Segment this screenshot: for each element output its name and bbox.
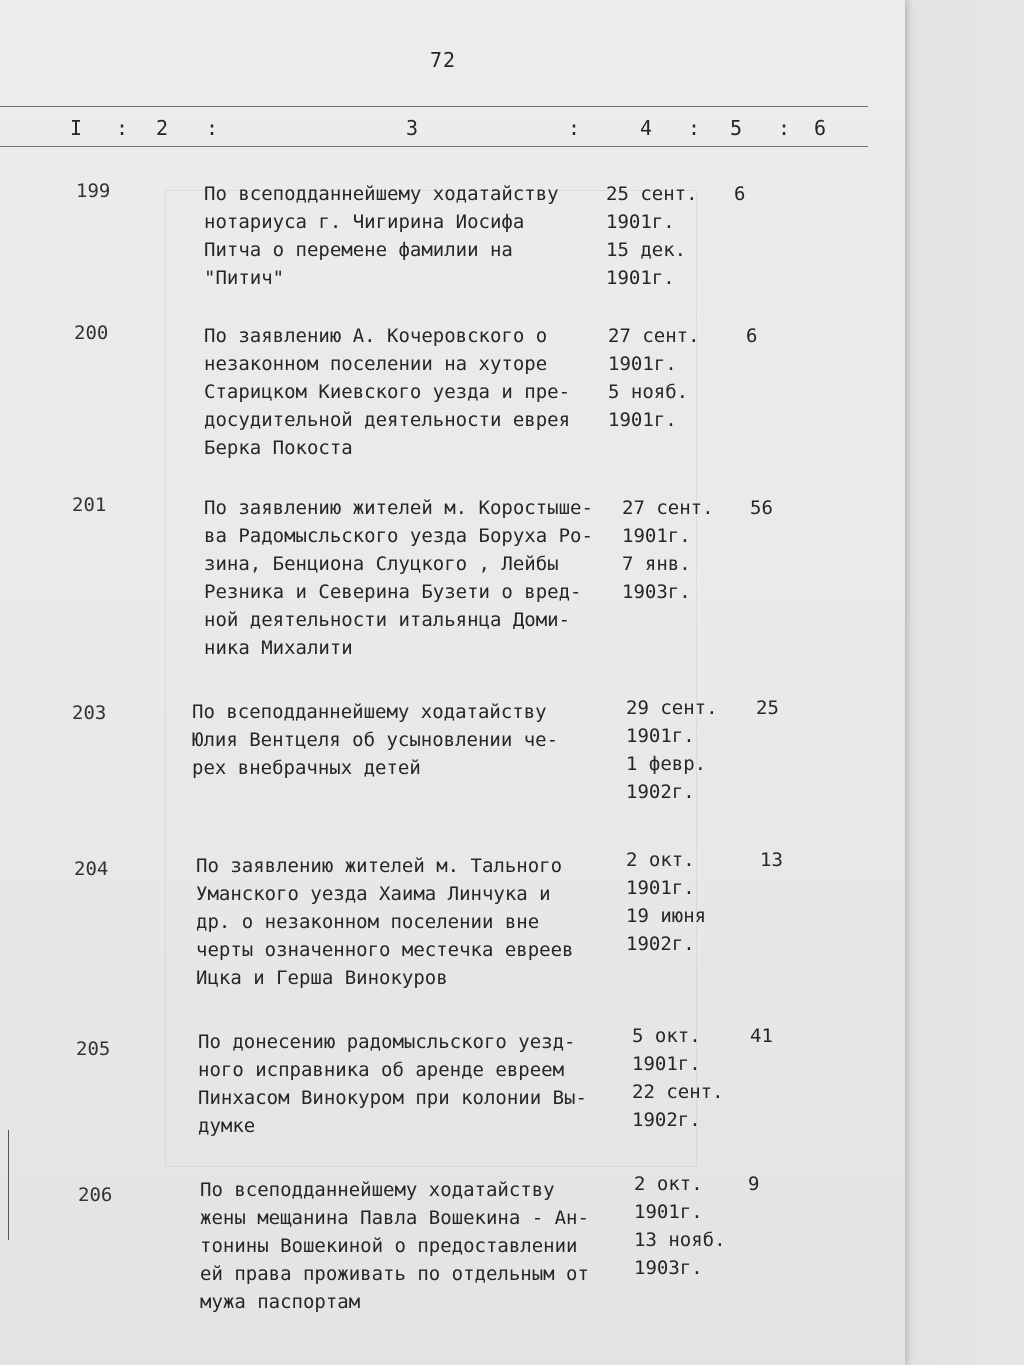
case-number: 204 [74, 858, 109, 880]
date-line: 19 июня [626, 905, 707, 927]
header-rule-bottom [0, 146, 868, 147]
case-number: 206 [78, 1184, 113, 1206]
description-line: По всеподданнейшему ходатайству [204, 183, 559, 205]
date-line: 7 янв. [622, 553, 691, 575]
description-line: Питча о перемене фамилии на [204, 239, 513, 261]
sheet-count: 13 [760, 849, 783, 871]
sheet-count: 6 [734, 183, 746, 205]
column-header-1: I [70, 116, 83, 140]
description-line: др. о незаконном поселении вне [196, 911, 540, 933]
description-line: думке [198, 1115, 256, 1137]
case-dates [632, 1022, 724, 1134]
description-line: Юлия Вентцеля об усыновлении че- [192, 729, 559, 751]
description-line: По заявлению А. Кочеровского о [204, 325, 548, 347]
description-line: По всеподданнейшему ходатайству [192, 701, 547, 723]
date-line: 1901г. [632, 1053, 701, 1075]
date-line: 27 сент. [622, 497, 714, 519]
case-description [192, 698, 558, 782]
description-line: мужа паспортам [200, 1291, 361, 1313]
date-line: 2 окт. [626, 849, 695, 871]
description-line: Ицка и Герша Винокуров [196, 967, 448, 989]
description-line: ной деятельности итальянца Доми- [204, 609, 571, 631]
column-header-5: 5 [730, 116, 743, 140]
column-separator: : [206, 116, 219, 140]
case-dates [626, 694, 718, 806]
case-dates [606, 180, 698, 292]
case-number: 201 [72, 494, 107, 516]
description-line: По донесению радомысльского уезд- [198, 1031, 576, 1053]
sheet-count: 25 [756, 697, 779, 719]
date-line: 25 сент. [606, 183, 698, 205]
date-line: 1901г. [626, 725, 695, 747]
description-line: досудительной деятельности еврея [204, 409, 571, 431]
description-line: По всеподданнейшему ходатайству [200, 1179, 555, 1201]
column-separator: : [688, 116, 701, 140]
column-separator: : [778, 116, 791, 140]
column-header-3: 3 [406, 116, 419, 140]
date-line: 1901г. [608, 353, 677, 375]
case-description [200, 1176, 589, 1316]
date-line: 1902г. [632, 1109, 701, 1131]
date-line: 15 дек. [606, 239, 687, 261]
description-line: ного исправника об аренде евреем [198, 1059, 565, 1081]
description-line: жены мещанина Павла Вошекина - Ан- [200, 1207, 589, 1229]
description-line: ей права проживать по отдельным от [200, 1263, 589, 1285]
case-description [204, 322, 570, 462]
date-line: 1901г. [606, 211, 675, 233]
column-header-2: 2 [156, 116, 169, 140]
date-line: 1901г. [626, 877, 695, 899]
page-edge-mark [8, 1130, 9, 1240]
description-line: нотариуса г. Чигирина Иосифа [204, 211, 525, 233]
date-line: 27 сент. [608, 325, 700, 347]
case-dates [634, 1170, 726, 1282]
date-line: 1901г. [608, 409, 677, 431]
description-line: зина, Бенциона Слуцкого , Лейбы [204, 553, 559, 575]
header-rule-top [0, 106, 868, 107]
column-header-6: 6 [814, 116, 827, 140]
column-header-4: 4 [640, 116, 653, 140]
date-line: 22 сент. [632, 1081, 724, 1103]
date-line: 1902г. [626, 781, 695, 803]
description-line: незаконном поселении на хуторе [204, 353, 548, 375]
case-dates [626, 846, 706, 958]
case-dates [622, 494, 714, 606]
description-line: "Питич" [204, 267, 285, 289]
case-dates [608, 322, 700, 434]
sheet-count: 9 [748, 1173, 760, 1195]
description-line: По заявлению жителей м. Коростыше- [204, 497, 593, 519]
description-line: рех внебрачных детей [192, 757, 421, 779]
description-line: черты означенного местечка евреев [196, 939, 574, 961]
description-line: Пинхасом Винокуром при колонии Вы- [198, 1087, 587, 1109]
description-line: Уманского уезда Хаима Линчука и [196, 883, 551, 905]
description-line: Берка Покоста [204, 437, 353, 459]
date-line: 1901г. [634, 1201, 703, 1223]
date-line: 1903г. [622, 581, 691, 603]
case-number: 203 [72, 702, 107, 724]
page-number: 72 [430, 48, 457, 72]
date-line: 1901г. [606, 267, 675, 289]
sheet-count: 6 [746, 325, 758, 347]
description-line: ника Михалити [204, 637, 353, 659]
case-number: 200 [74, 322, 109, 344]
date-line: 1901г. [622, 525, 691, 547]
column-separator: : [568, 116, 581, 140]
case-description [198, 1028, 587, 1140]
case-description [204, 494, 593, 662]
date-line: 13 нояб. [634, 1229, 726, 1251]
case-number: 199 [76, 180, 111, 202]
case-description [196, 852, 574, 992]
case-number: 205 [76, 1038, 111, 1060]
date-line: 1 февр. [626, 753, 707, 775]
date-line: 1903г. [634, 1257, 703, 1279]
description-line: ва Радомысльского уезда Боруха Ро- [204, 525, 593, 547]
sheet-count: 41 [750, 1025, 773, 1047]
description-line: Старицком Киевского уезда и пре- [204, 381, 571, 403]
description-line: тонины Вошекиной о предоставлении [200, 1235, 578, 1257]
sheet-count: 56 [750, 497, 773, 519]
date-line: 29 сент. [626, 697, 718, 719]
case-description [204, 180, 559, 292]
date-line: 2 окт. [634, 1173, 703, 1195]
column-separator: : [116, 116, 129, 140]
description-line: Резника и Северина Бузети о вред- [204, 581, 582, 603]
date-line: 1902г. [626, 933, 695, 955]
description-line: По заявлению жителей м. Тального [196, 855, 563, 877]
date-line: 5 окт. [632, 1025, 701, 1047]
date-line: 5 нояб. [608, 381, 689, 403]
